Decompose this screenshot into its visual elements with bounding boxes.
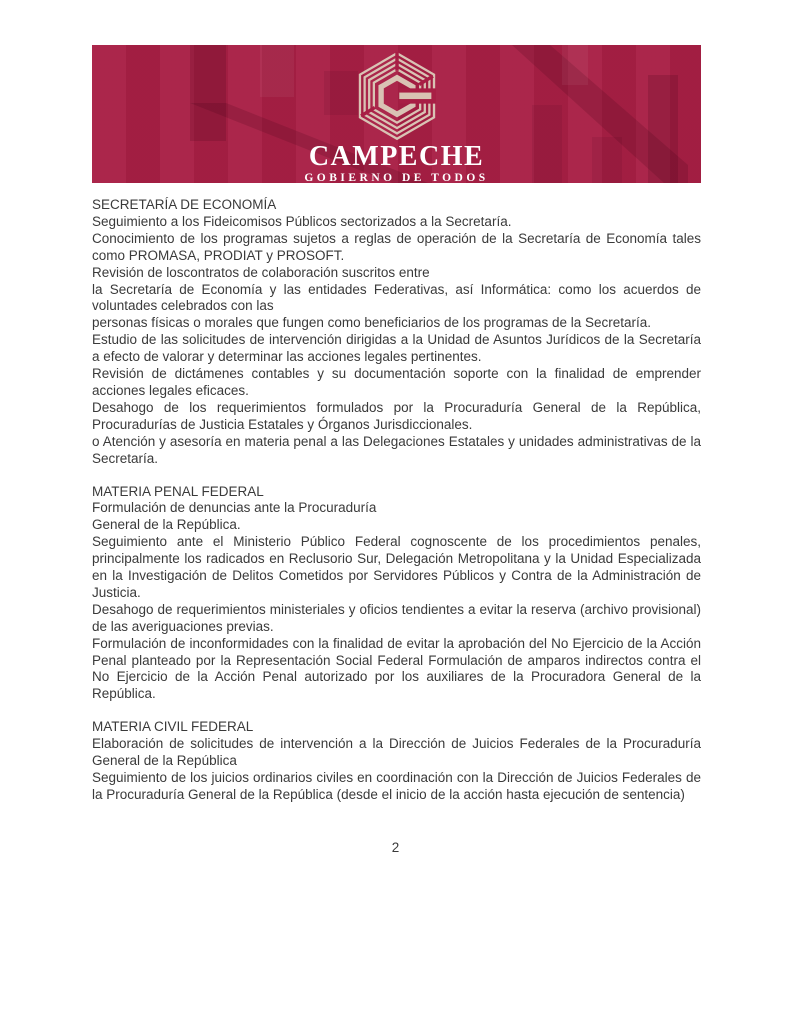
paragraph: Seguimiento ante el Ministerio Público Federal cognoscente de los procedimientos penales, principalmente los radicados en Reclusorio Sur, Delegación Metropolitana y la Unidad Especializada en la Investigación de Delitos Cometidos por Servidores Públicos y Contra de la Administración de Justicia.: [92, 534, 701, 600]
document-section: [92, 484, 701, 704]
paragraph: Elaboración de solicitudes de intervención a la Dirección de Juicios Federales de la Procuraduría General de la República: [92, 736, 701, 769]
document-content: [92, 197, 701, 804]
page-number: 2: [391, 840, 400, 855]
paragraph: Revisión de loscontratos de colaboración suscritos entre: [92, 264, 430, 280]
document-section: [92, 197, 701, 468]
paragraph: General de la República.: [92, 517, 241, 533]
paragraph: Revisión de dictámenes contables y su documentación soporte con la finalidad de emprender acciones legales eficaces.: [92, 366, 701, 398]
paragraph: Formulación de denuncias ante la Procuraduría: [92, 500, 377, 516]
section-heading: MATERIA CIVIL FEDERAL: [92, 719, 254, 735]
paragraph: o Atención y asesoría en materia penal a las Delegaciones Estatales y unidades administrativas de la Secretaría.: [92, 433, 701, 466]
paragraph: Formulación de inconformidades con la finalidad de evitar la aprobación del No Ejercicio de la Acción Penal planteado por la Representación Social Federal Formulación de amparos indirectos contra el No Ejercicio de la Acción Penal autorizado por los auxiliares de la Procuradora General de la República.: [92, 635, 701, 702]
paragraph: Seguimiento a los Fideicomisos Públicos sectorizados a la Secretaría.: [92, 213, 512, 229]
campeche-banner: [92, 45, 701, 183]
banner-title: CAMPECHE: [308, 141, 485, 172]
paragraph: Seguimiento de los juicios ordinarios civiles en coordinación con la Dirección de Juicios Federales de la Procuraduría General de la República (desde el inicio de la acción hasta ejecución de sentencia): [92, 770, 701, 802]
paragraph: Conocimiento de los programas sujetos a reglas de operación de la Secretaría de Economía tales como PROMASA, PRODIAT y PROSOFT.: [92, 230, 701, 263]
section-heading: SECRETARÍA DE ECONOMÍA: [92, 197, 277, 212]
paragraph: Desahogo de los requerimientos formulados por la Procuraduría General de la República, Procuradurías de Justicia Estatales y Órganos Jurisdiccionales.: [92, 399, 701, 432]
banner-content: [92, 45, 701, 183]
banner-subtitle: GOBIERNO DE TODOS: [304, 172, 489, 183]
paragraph: Estudio de las solicitudes de intervención dirigidas a la Unidad de Asuntos Jurídicos de la Secretaría a efecto de valorar y determinar las acciones legales pertinentes.: [92, 332, 701, 365]
paragraph: personas físicas o morales que fungen como beneficiarios de los programas de la Secretaría.: [92, 315, 652, 331]
paragraph: Desahogo de requerimientos ministeriales y oficios tendientes a evitar la reserva (archivo provisional) de las averiguaciones previas.: [92, 601, 701, 634]
paragraph: la Secretaría de Economía y las entidades Federativas, así Informática: como los acuerdos de voluntades celebrados con las: [92, 281, 701, 314]
document-section: [92, 719, 701, 804]
campeche-hexagon-logo-icon: [355, 50, 439, 142]
section-heading: MATERIA PENAL FEDERAL: [92, 483, 264, 499]
